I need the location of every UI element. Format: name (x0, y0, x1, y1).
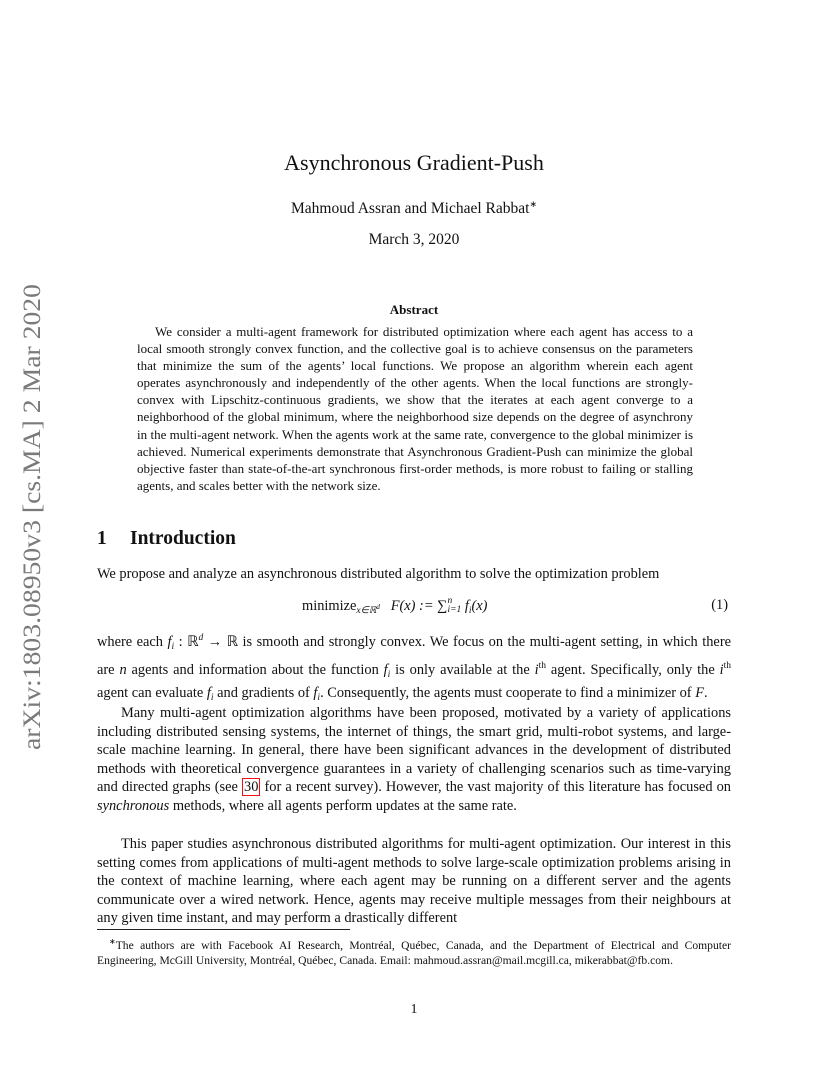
eq-sum-upper: n (447, 596, 453, 606)
paragraph-many (97, 704, 731, 816)
paragraph-this: This paper studies asynchronous distributed algorithms for multi-agent optimization. Our interest in this setting comes from applications of multi-agent methods to solve large-scale optimization problems arising in the context of machine learning, where each agent may be running on a different server and the agents communicate over a wired network. Hence, agents may receive multiple messages from their neighbours at any given time instant, and may perform a drastically different (97, 836, 731, 927)
eq-minimize: minimize (302, 598, 357, 614)
page-number: 1 (410, 1002, 418, 1017)
pw-text: agent. Specifically, only the (545, 661, 720, 678)
section-heading (97, 528, 236, 550)
pw-text: → ℝ is smooth and strongly convex. We focus on the multi-agent setting, in which there are (97, 634, 731, 678)
pw-n: n (119, 661, 127, 678)
eq-term-arg: (x) (471, 598, 488, 614)
section-title: Introduction (130, 528, 236, 549)
pw-text: . Consequently, the agents must cooperate to find a minimizer of (320, 685, 696, 702)
arxiv-stamp (8, 282, 48, 752)
eq-sum-limits (447, 597, 461, 615)
eq-minimize-subscript (356, 603, 380, 616)
pw-text: agents and information about the function (126, 661, 384, 678)
pm-text: Many multi-agent optimization algorithms have been proposed, motivated by a variety of applications including distributed sensing systems, the internet of things, the smart grid, multi-robot systems, and large-scale machine learning. In general, there have been significant advances in the development of distributed methods with theoretical convergence guarantees in a variety of challenging scenarios such as time-varying and directed graphs (see (97, 705, 731, 796)
pw-F: F (695, 685, 704, 702)
pw-f: f (313, 685, 318, 702)
abstract-text: We consider a multi-agent framework for distributed optimization where each agent has access to a local smooth strongly convex function, and the collective goal is to achieve consensus on the parameters that minimize the sum of the agents’ local functions. We propose an algorithm wherein each agent operates asynchronously and independently of the other agents. When the local functions are strongly-convex with Lipschitz-continuous gradients, we show that the iterates at each agent converge to a neighborhood of the global minimum, where the neighborhood size depends on the degree of asynchrony in the multi-agent network. When the agents work at the same rate, convergence to the global minimizer is achieved. Numerical experiments demonstrate that Asynchronous Gradient-Push can minimize the global objective faster than state-of-the-art synchronous first-order methods, is more robust to failing or stalling agents, and scales better with the network size. (137, 324, 693, 493)
pw-text: : ℝ (174, 634, 199, 650)
eq-term: f (464, 598, 469, 614)
equation-expression (302, 597, 487, 616)
pw-text: is only available at the (390, 661, 535, 678)
pw-f-sub: i (317, 693, 321, 704)
authors (0, 199, 828, 218)
footnote-text: The authors are with Facebook AI Research, Montréal, Québec, Canada, and the Department of Electrical and Computer Engineering, McGill University, Montréal, Québec, Canada. Email: mahmoud.assran@mail.mcgill.ca, mikerabbat@fb.com. (97, 938, 731, 968)
arxiv-stamp-text: arXiv:1803.08950v3 [cs.MA] 2 Mar 2020 (19, 329, 46, 750)
paragraph-where (97, 629, 731, 708)
eq-sub-text: x∈ℝ (356, 606, 377, 616)
section-number: 1 (97, 528, 107, 549)
pw-th: th (723, 660, 731, 671)
pw-text: where each (97, 634, 168, 650)
footnote-rule (97, 929, 350, 930)
pw-f-sub: i (171, 642, 175, 652)
abstract-heading: Abstract (389, 302, 439, 317)
intro-paragraph: We propose and analyze an asynchronous distributed algorithm to solve the optimization problem (97, 566, 660, 582)
footnote (97, 934, 731, 968)
pw-f-sub: i (387, 669, 391, 680)
pw-f: f (383, 661, 388, 678)
pw-text: . (704, 685, 708, 702)
author-names: Mahmoud Assran and Michael Rabbat (290, 200, 530, 218)
pw-i: i (719, 661, 724, 678)
paper-title: Asynchronous Gradient-Push (284, 150, 544, 175)
pm-text: methods, where all agents perform updates at the same rate. (169, 797, 517, 814)
pw-f-sub: i (210, 693, 214, 704)
pw-d: d (198, 633, 204, 643)
eq-sum: ∑ (437, 598, 448, 614)
pw-text: and gradients of (213, 685, 314, 702)
citation-link[interactable]: 30 (244, 779, 259, 796)
eq-term-sub: i (468, 606, 472, 616)
pw-th: th (538, 660, 546, 671)
pm-text: for a recent survey). However, the vast majority of this literature has focused on (260, 779, 731, 796)
author-footnote-mark: ∗ (529, 199, 538, 209)
footnote-mark: ∗ (109, 937, 116, 946)
pm-emphasis: synchronous (97, 797, 170, 814)
pw-i: i (534, 661, 539, 678)
pw-f: f (167, 634, 172, 650)
eq-sum-lower: i=1 (447, 605, 462, 615)
paper-date: March 3, 2020 (368, 231, 460, 248)
pw-f: f (206, 685, 211, 702)
pw-text: agent can evaluate (97, 685, 207, 702)
eq-lhs: F(x) := (390, 598, 434, 614)
eq-sub-power: d (376, 603, 380, 611)
equation-number: (1) (711, 597, 728, 613)
